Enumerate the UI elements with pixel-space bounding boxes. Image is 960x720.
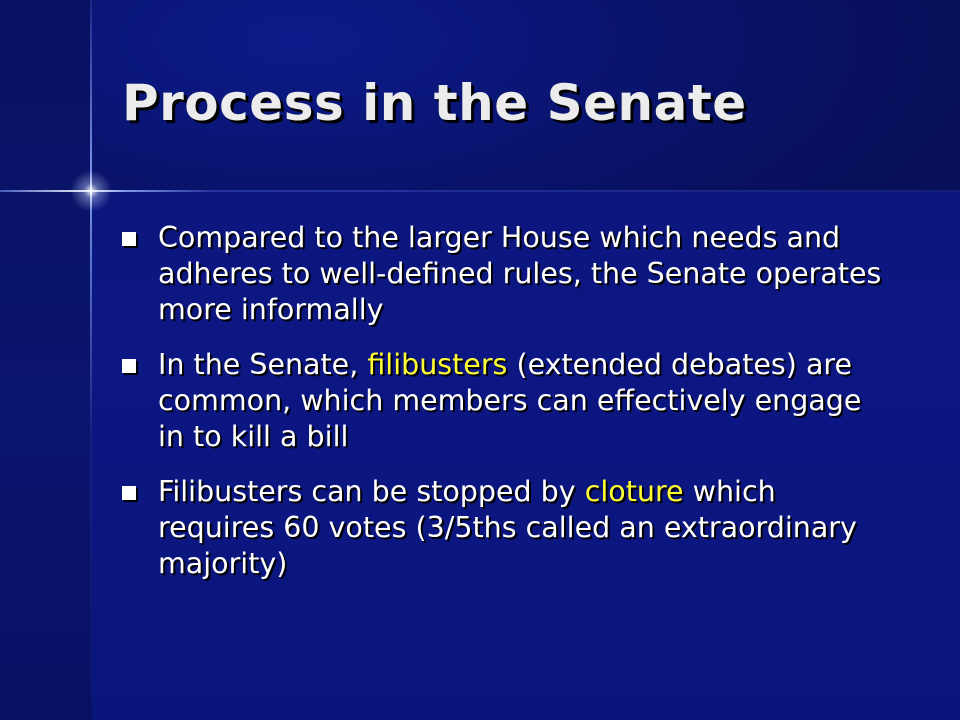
square-bullet-icon [122, 232, 136, 246]
bullet-text: In the Senate, [158, 348, 368, 381]
bullet-text: which requires 60 votes (3/5ths called an extraordinary majority) [158, 475, 857, 580]
highlighted-term-filibusters: filibusters [367, 348, 508, 381]
left-column-background [0, 0, 92, 720]
slide-title: Process in the Senate [122, 74, 747, 132]
bullet-text: Compared to the larger House which needs and adheres to well-defined rules, the Senate operates more informally [158, 221, 882, 326]
bullet-text: (extended debates) are common, which members can effectively engage in to kill a bill [158, 348, 862, 453]
highlighted-term-cloture: cloture [584, 475, 684, 508]
bullet-item-house-rules [120, 220, 890, 328]
bullet-item-cloture [120, 474, 890, 582]
vertical-glow-line [90, 0, 92, 720]
square-bullet-icon [122, 359, 136, 373]
square-bullet-icon [122, 486, 136, 500]
sparkle-icon [70, 170, 112, 212]
bullet-list [120, 220, 890, 601]
horizontal-glow-line [0, 190, 960, 192]
bullet-text: Filibusters can be stopped by [158, 475, 585, 508]
bullet-item-filibusters [120, 347, 890, 455]
